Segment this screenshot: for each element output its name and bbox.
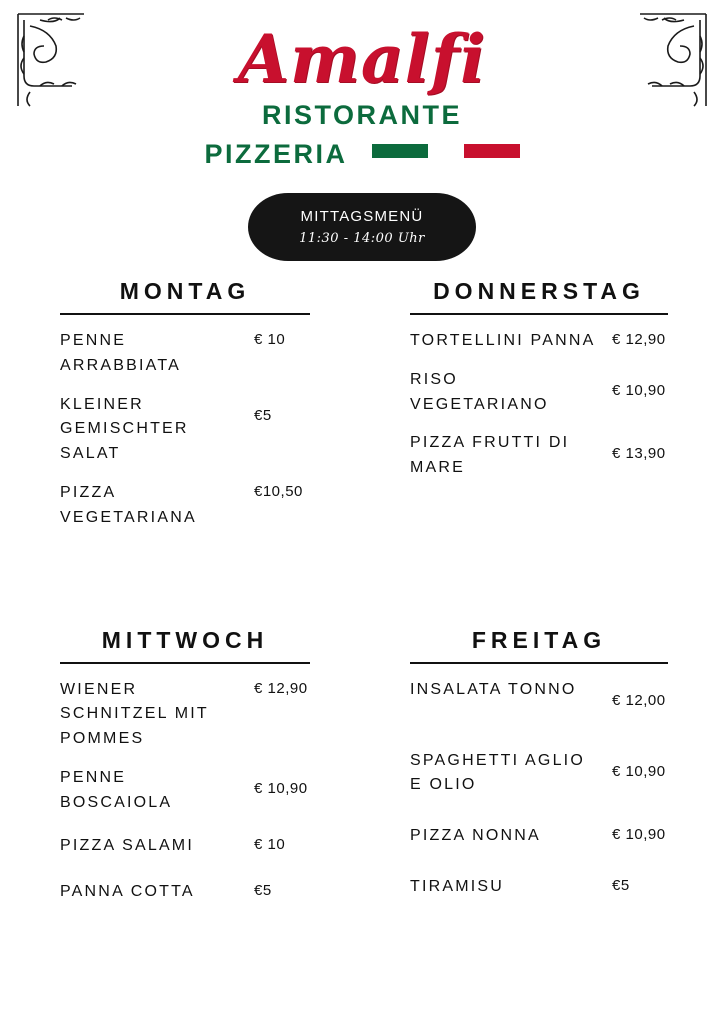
menu-item: [410, 749, 668, 799]
menu-item-name: PENNE BOSCAIOLA: [60, 768, 173, 811]
menu-item-name: SPAGHETTI AGLIO E OLIO: [410, 751, 585, 794]
day-title-montag: MONTAG: [119, 278, 251, 304]
flag-bar-red: [464, 144, 520, 158]
logo-wordmark: Amalfi: [237, 20, 487, 98]
logo-subtitle-row-2: [0, 131, 724, 170]
menu-item-price: € 12,00: [612, 691, 666, 709]
day-column-montag: [0, 278, 362, 545]
menu-item-name: PIZZA FRUTTI DI MARE: [410, 434, 570, 477]
menu-item: [60, 481, 310, 531]
menu-item: [60, 393, 310, 467]
menu-item-price: € 13,90: [612, 445, 666, 463]
italian-flag-bars: [372, 144, 520, 158]
menu-item-price: €5: [254, 406, 272, 424]
menu-item-name: INSALATA TONNO: [410, 680, 577, 698]
menu-item: [410, 431, 668, 481]
day-title-freitag: FREITAG: [471, 626, 607, 653]
menu-item-price: €5: [612, 876, 630, 894]
badge-title: MITTAGSMENÜ: [300, 208, 424, 225]
menu-item: [60, 329, 310, 379]
menu-items-montag: [60, 329, 310, 531]
menu-item: [60, 834, 310, 859]
day-divider-freitag: [410, 662, 668, 664]
day-title-donnerstag: DONNERSTAG: [433, 278, 645, 304]
menu-item-price: € 10,90: [612, 826, 666, 844]
menu-item-price: € 10,90: [612, 762, 666, 780]
menu-item: [410, 329, 668, 354]
day-divider-mittwoch: [60, 662, 310, 664]
menu-item-name: PIZZA SALAMI: [60, 836, 194, 854]
menu-item: [60, 880, 310, 905]
menu-item-name: PIZZA VEGETARIANA: [60, 483, 197, 526]
menu-item-name: PANNA COTTA: [60, 883, 195, 901]
day-divider-donnerstag: [410, 313, 668, 315]
menu-item-name: TORTELLINI PANNA: [410, 332, 596, 349]
menu-item: [410, 678, 668, 709]
menu-item-name: KLEINER GEMISCHTER SALAT: [60, 395, 189, 463]
menu-item-price: € 10: [254, 331, 286, 348]
menu-item: [410, 368, 668, 418]
lunch-menu-badge: [248, 193, 476, 261]
logo-subtitle-ristorante: RISTORANTE: [261, 100, 462, 130]
menu-item-price: € 10: [254, 835, 286, 853]
menu-items-mittwoch: [60, 678, 310, 906]
logo-subtitle-pizzeria: PIZZERIA: [204, 139, 348, 170]
flag-bar-green: [372, 144, 428, 158]
menu-item: [60, 766, 310, 816]
menu-item: [410, 824, 668, 849]
menu-items-freitag: [410, 678, 668, 900]
menu-item-name: WIENER SCHNITZEL MIT POMMES: [60, 680, 209, 748]
menu-item: [410, 875, 668, 900]
day-column-freitag: [362, 627, 724, 920]
menu-item-price: €10,50: [254, 482, 303, 500]
menu-item-name: TIRAMISU: [410, 877, 505, 895]
day-divider-montag: [60, 313, 310, 315]
menu-item-price: € 10,90: [254, 779, 308, 797]
weekly-menu-grid: [0, 278, 724, 919]
menu-item: [60, 678, 310, 752]
menu-items-donnerstag: [410, 329, 668, 481]
menu-item-price: € 10,90: [612, 381, 666, 399]
menu-item-name: PENNE ARRABBIATA: [60, 332, 181, 374]
badge-time: 11:30 - 14:00 Uhr: [299, 231, 425, 246]
restaurant-logo: [0, 20, 724, 170]
day-title-mittwoch: MITTWOCH: [101, 626, 269, 653]
day-column-donnerstag: [362, 278, 724, 545]
menu-item-name: PIZZA NONNA: [410, 827, 541, 845]
menu-item-price: €5: [254, 882, 272, 900]
menu-item-name: RISO VEGETARIANO: [410, 370, 549, 413]
menu-item-price: € 12,90: [254, 679, 308, 697]
day-column-mittwoch: [0, 627, 362, 920]
menu-item-price: € 12,90: [612, 331, 666, 348]
